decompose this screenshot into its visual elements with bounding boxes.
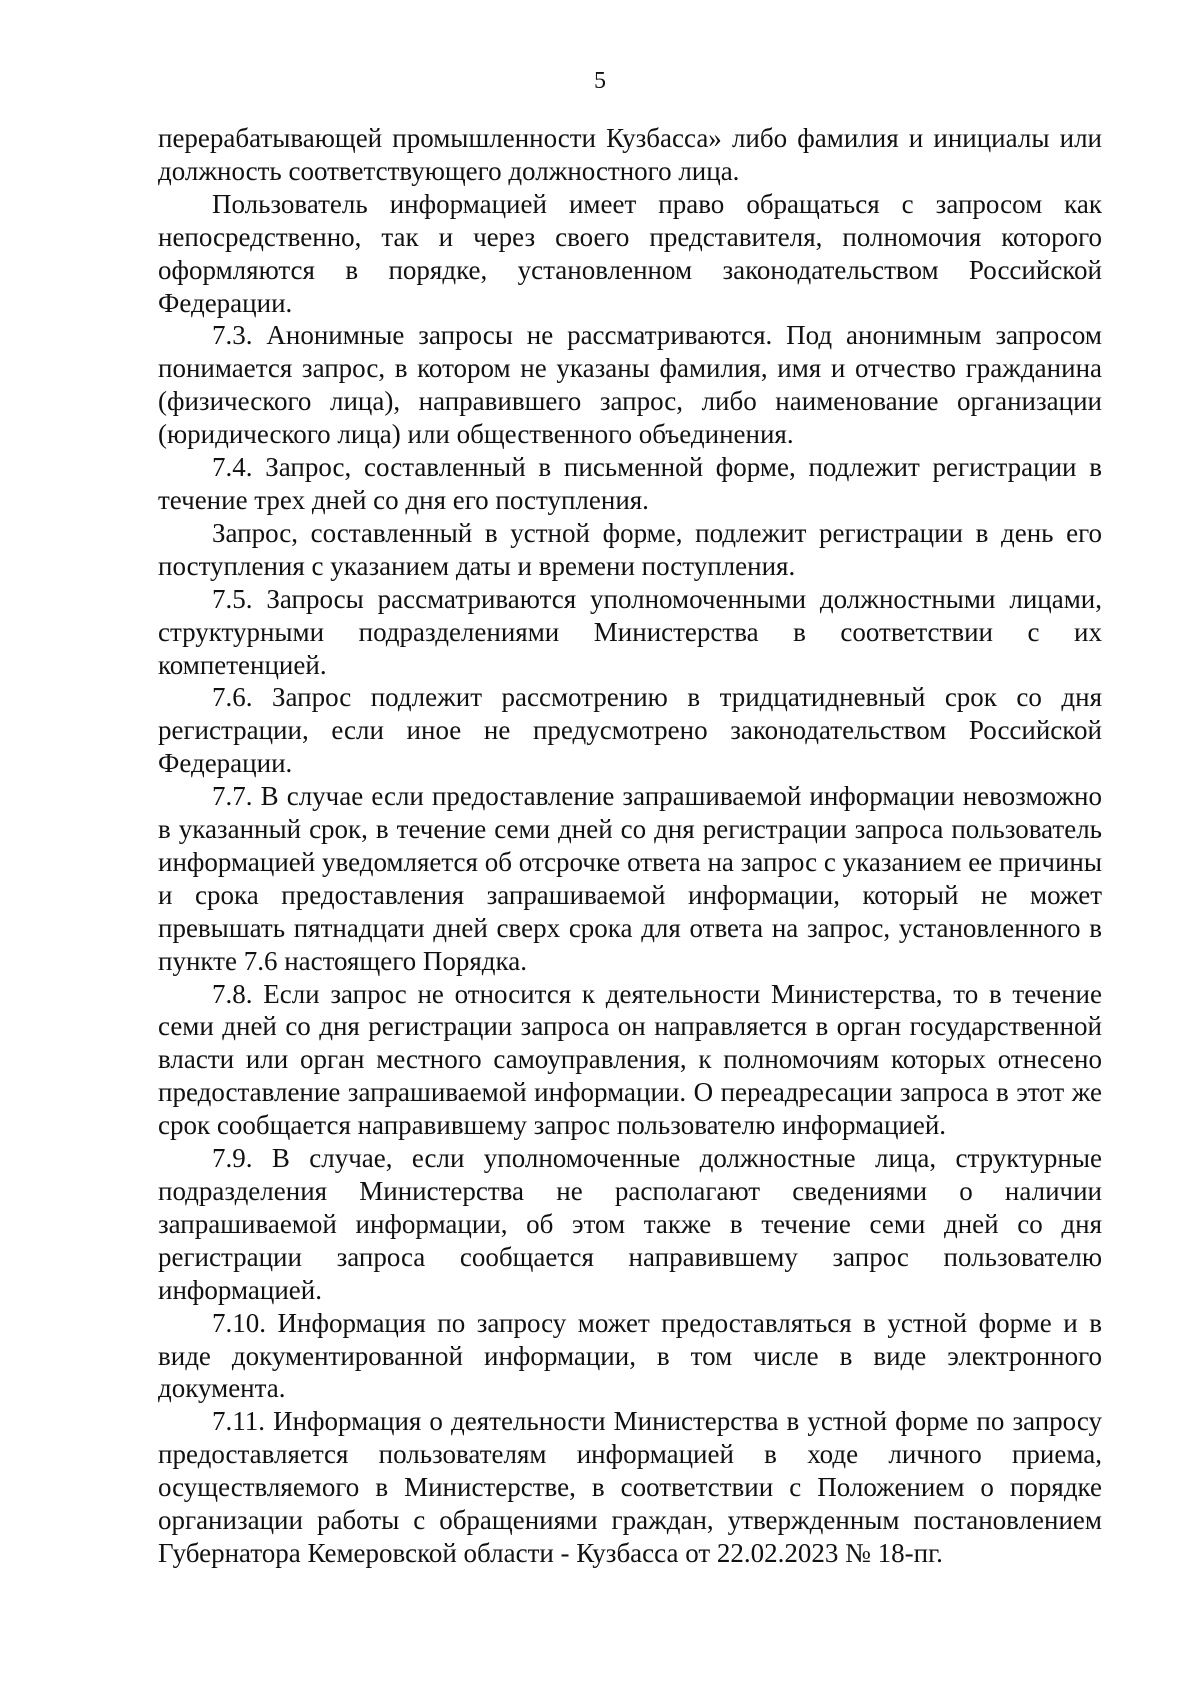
paragraph-continuation: перерабатывающей промышленности Кузбасса» либо фамилия и инициалы или должность соответствующего должностного лица.	[158, 123, 1102, 186]
paragraph-7-4: 7.4. Запрос, составленный в письменной форме, подлежит регистрации в течение трех дней со дня его поступления.	[158, 452, 1102, 515]
paragraph-7-6: 7.6. Запрос подлежит рассмотрению в тридцатидневный срок со дня регистрации, если иное не предусмотрено законодательством Российской Федерации.	[158, 682, 1102, 779]
paragraph-7-7: 7.7. В случае если предоставление запрашиваемой информации невозможно в указанный срок, в течение семи дней со дня регистрации запроса пользователь информацией уведомляется об отсрочке ответа на запрос с указанием ее причины и срока предоставления запрашиваемой информации, который не может превышать пятнадцати дней сверх срока для ответа на запрос, установленного в пункте 7.6 настоящего Порядка.	[158, 781, 1102, 976]
paragraph-7-10: 7.10. Информация по запросу может предоставляться в устной форме и в виде документированной информации, в том числе в виде электронного документа.	[158, 1307, 1102, 1404]
paragraph-7-5: 7.5. Запросы рассматриваются уполномоченными должностными лицами, структурными подразделениями Министерства в соответствии с их компетенцией.	[158, 583, 1102, 680]
document-body	[158, 122, 1102, 1570]
paragraph-representative: Пользователь информацией имеет право обращаться с запросом как непосредственно, так и через своего представителя, полномочия которого оформляются в порядке, установленном законодательством Российской Федерации.	[158, 188, 1102, 318]
page-number: 5	[594, 68, 606, 94]
paragraph-7-3: 7.3. Анонимные запросы не рассматриваются. Под анонимным запросом понимается запрос, в котором не указаны фамилия, имя и отчество гражданина (физического лица), направившего запрос, либо наименование организации (юридического лица) или общественного объединения.	[158, 320, 1102, 450]
paragraph-7-4-oral: Запрос, составленный в устной форме, подлежит регистрации в день его поступления с указанием даты и времени поступления.	[158, 517, 1102, 581]
paragraph-7-11: 7.11. Информация о деятельности Министерства в устной форме по запросу предоставляется пользователям информацией в ходе личного приема, осуществляемого в Министерстве, в соответствии с Положением о порядке организации работы с обращениями граждан, утвержденным постановлением Губернатора Кемеровской области - Кузбасса от 22.02.2023 № 18-пг.	[158, 1406, 1102, 1568]
paragraph-7-8: 7.8. Если запрос не относится к деятельности Министерства, то в течение семи дней со дня регистрации запроса он направляется в орган государственной власти или орган местного самоуправления, к полномочиям которых отнесено предоставление запрашиваемой информации. О переадресации запроса в этот же срок сообщается направившему запрос пользователю информацией.	[158, 978, 1102, 1141]
paragraph-7-9: 7.9. В случае, если уполномоченные должностные лица, структурные подразделения Министерства не располагают сведениями о наличии запрашиваемой информации, об этом также в течение семи дней со дня регистрации запроса сообщается направившему запрос пользователю информацией.	[158, 1143, 1102, 1305]
